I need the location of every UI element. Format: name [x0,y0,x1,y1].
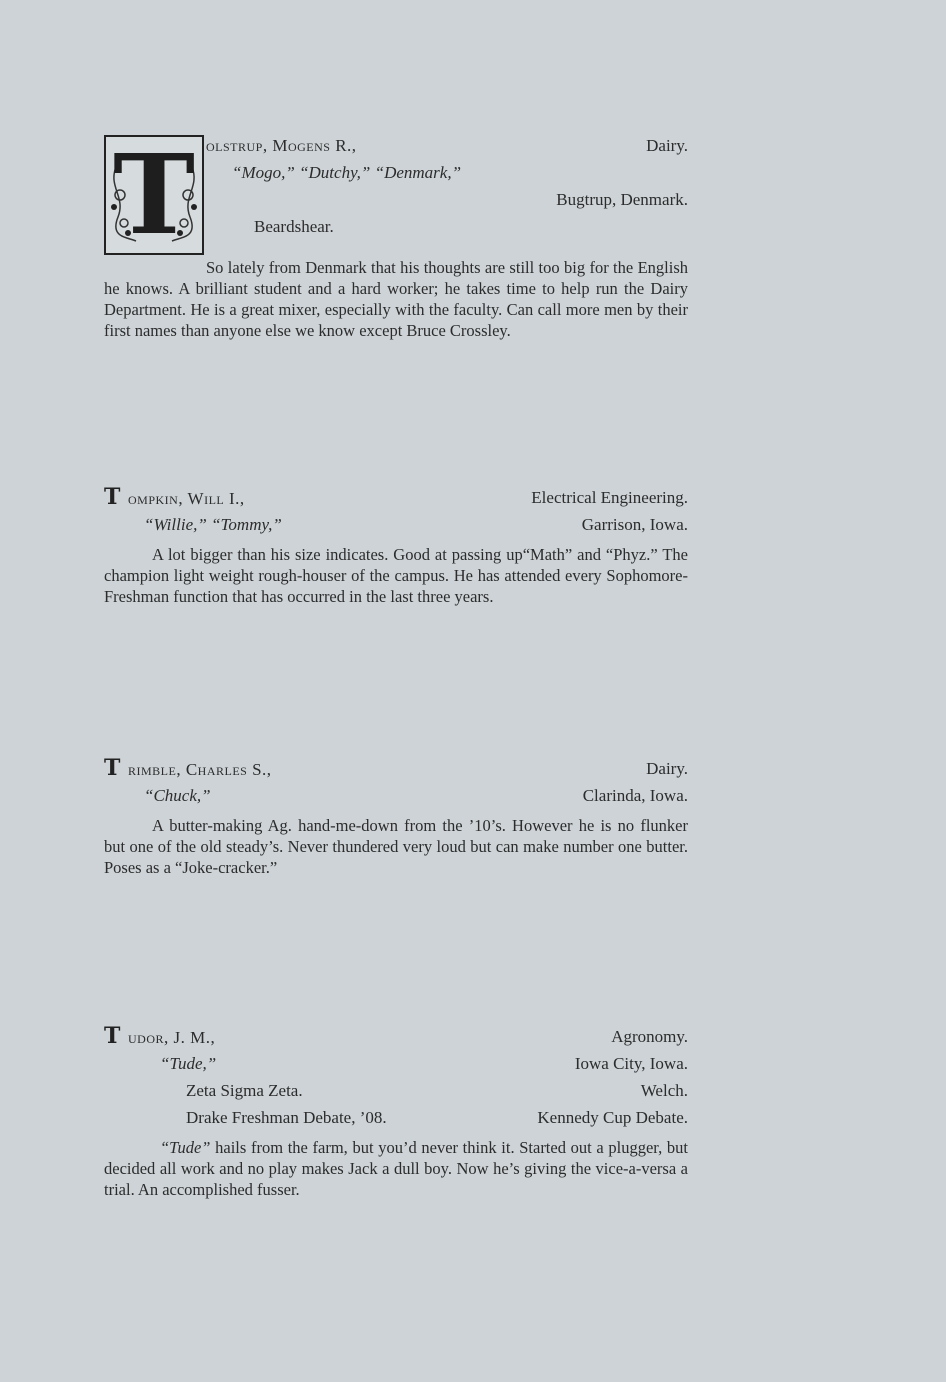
org-line [206,213,688,240]
org-line-2 [104,1104,688,1131]
department: Agronomy. [611,1027,688,1046]
nicknames: “Chuck,” [144,786,211,805]
nickname-line [206,159,688,186]
initial-letter: T [104,484,121,510]
hometown: Iowa City, Iowa. [574,1054,688,1073]
entry-tompkin [104,484,688,607]
entry-trimble [104,755,688,878]
student-name: ompkin, Will I., [128,489,245,508]
department: Electrical Engineering. [531,488,688,507]
initial-letter: T [104,755,121,781]
nicknames: “Tude,” [160,1054,217,1073]
name-line [104,1023,688,1050]
org-line-1 [104,1077,688,1104]
organization-right: Welch. [640,1081,688,1100]
description [104,544,688,607]
debate: Drake Freshman Debate, ’08. [186,1108,387,1127]
nicknames: “Mogo,” “Dutchy,” “Denmark,” [232,163,462,182]
initial-letter: T [104,1023,121,1049]
hometown: Clarinda, Iowa. [582,786,688,805]
description-text: hails from the farm, but you’d never think it. Started out a plugger, but decided all work and no play makes Jack a dull boy. Now he’s giving the vice-a-versa a trial. An accomplished fusser. [104,1138,688,1199]
description-text: A lot bigger than his size indicates. Good at passing up“Math” and “Phyz.” The champion light weight rough-houser of the campus. He has attended every Sophomore-Freshman function that has occurred in the last three years. [104,545,688,606]
hometown-line [206,186,688,213]
description [104,815,688,878]
nicknames: “Willie,” “Tommy,” [144,515,282,534]
organization: Zeta Sigma Zeta. [186,1081,303,1100]
debate-right: Kennedy Cup Debate. [537,1108,688,1127]
illuminated-initial [104,130,204,259]
description-nickname: “Tude” [160,1138,211,1157]
dropcap-letter: T [113,130,195,259]
hometown: Garrison, Iowa. [581,515,688,534]
entry-tudor [104,1023,688,1200]
nickname-line [104,782,688,809]
description [104,1137,688,1200]
department: Dairy. [646,759,688,778]
student-name: udor, J. M., [128,1028,216,1047]
name-line [104,484,688,511]
nickname-line [104,1050,688,1077]
organization: Beardshear. [254,217,334,236]
nickname-line [104,511,688,538]
student-name: rimble, Charles S., [128,760,272,779]
description-text: A butter-making Ag. hand-me-down from the ’10’s. However he is no flunker but one of the old steady’s. Never thundered very loud but can make number one butter. Poses as a “Joke-cracker.” [104,816,688,877]
entry-tolstrup [104,132,688,367]
description-text: So lately from Denmark that his thoughts are still too big for the English he knows. A brilliant student and a hard worker; he takes time to help run the Dairy Department. He is a great mixer, especially with the faculty. Can call more men by their first names than anyone else we know except Bruce Crossley. [104,258,688,340]
hometown: Bugtrup, Denmark. [556,190,688,209]
department: Dairy. [646,136,688,155]
name-line [104,755,688,782]
student-name: olstrup, Mogens R., [206,136,357,155]
description [104,257,688,341]
name-line [206,132,688,159]
